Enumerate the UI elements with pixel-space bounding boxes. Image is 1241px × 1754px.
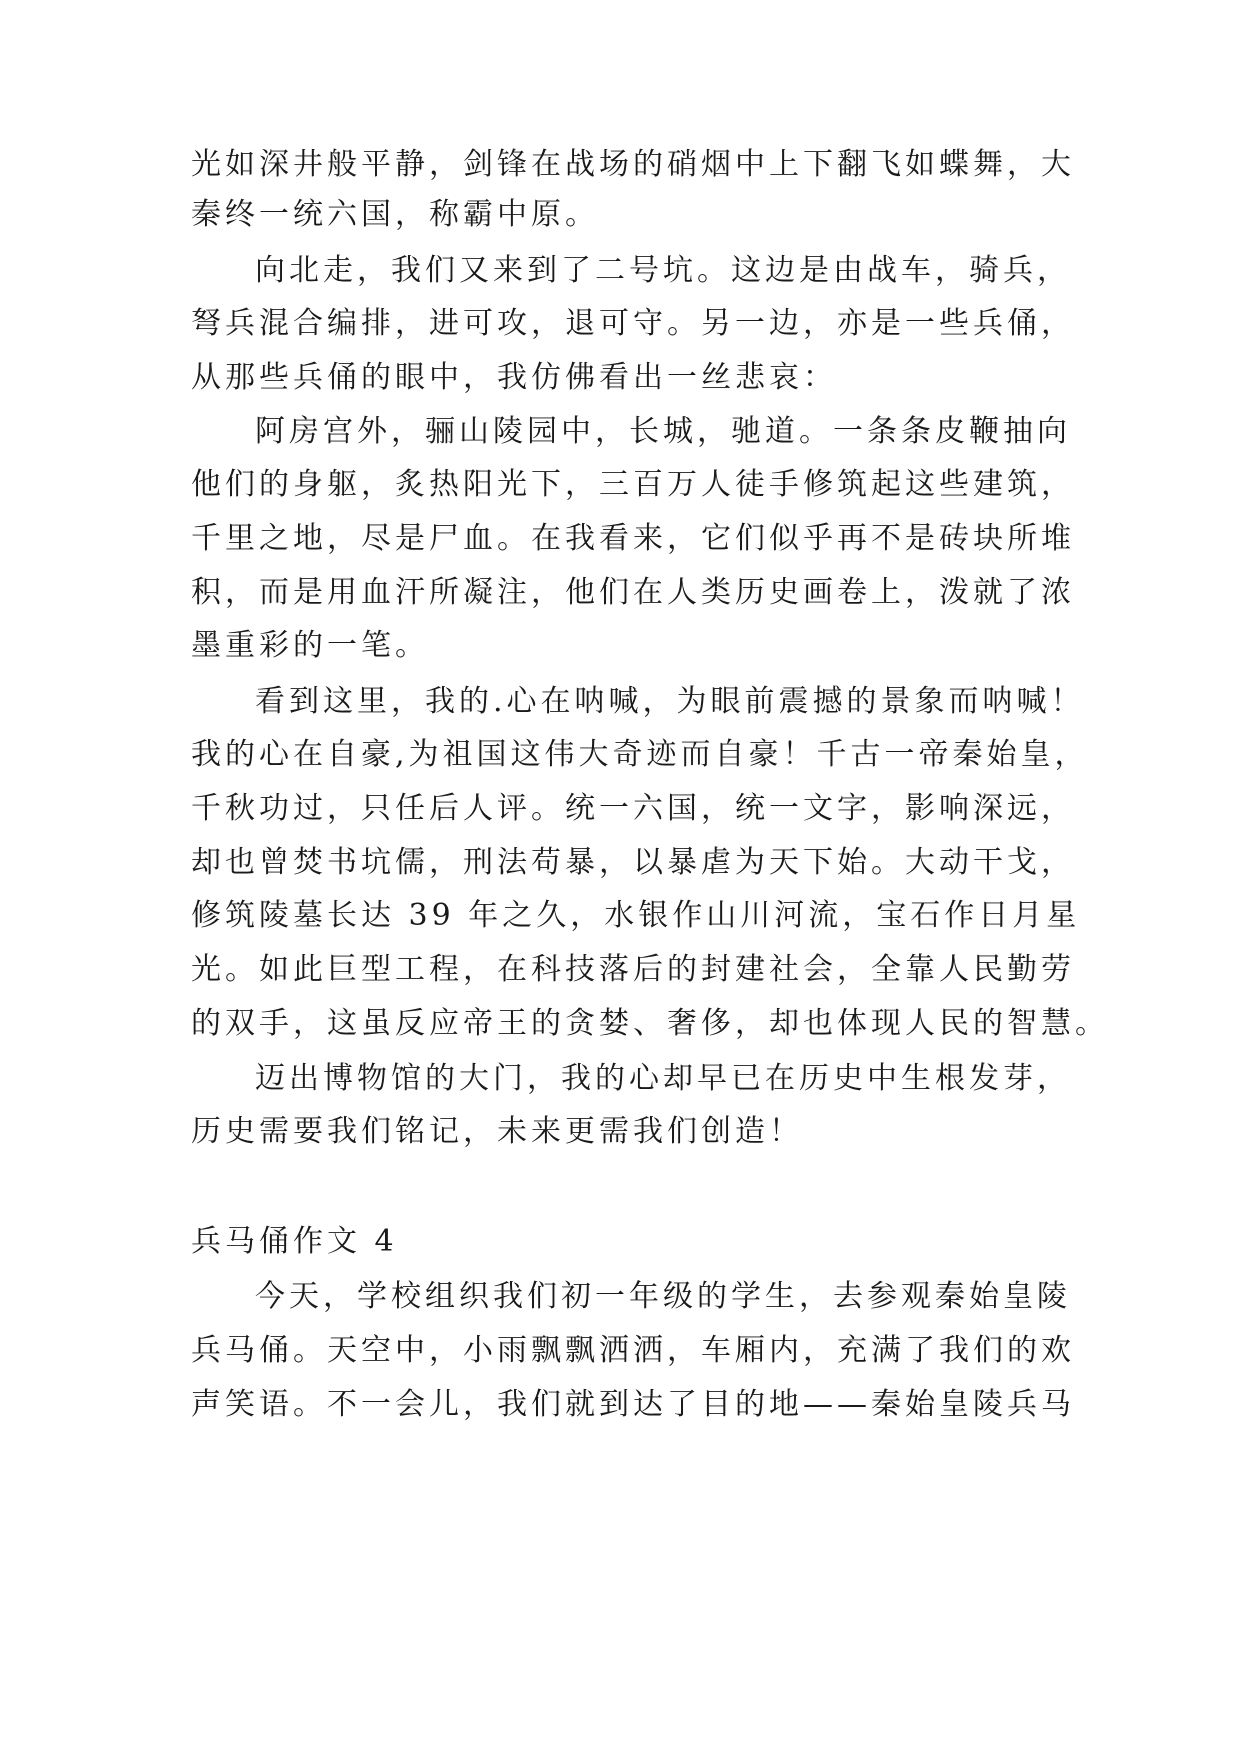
paragraph-line: 我的心在自豪,为祖国这伟大奇迹而自豪！千古一帝秦始皇， bbox=[191, 737, 1089, 772]
paragraph-line: 光如深井般平静，剑锋在战场的硝烟中上下翻飞如蝶舞，大 bbox=[191, 147, 1075, 182]
paragraph-line: 积，而是用血汗所凝注，他们在人类历史画卷上，泼就了浓 bbox=[191, 575, 1075, 610]
paragraph-line: 千秋功过，只任后人评。统一六国，统一文字，影响深远， bbox=[191, 791, 1075, 826]
paragraph-line: 历史需要我们铭记，未来更需我们创造！ bbox=[191, 1114, 803, 1149]
paragraph-line: 光。如此巨型工程，在科技落后的封建社会，全靠人民勤劳 bbox=[191, 952, 1075, 987]
paragraph-line: 今天，学校组织我们初一年级的学生，去参观秦始皇陵 bbox=[255, 1279, 1071, 1314]
paragraph-line: 阿房宫外，骊山陵园中，长城，驰道。一条条皮鞭抽向 bbox=[255, 414, 1071, 449]
paragraph-line: 兵马俑。天空中，小雨飘飘洒洒，车厢内，充满了我们的欢 bbox=[191, 1333, 1075, 1368]
paragraph-line: 向北走，我们又来到了二号坑。这边是由战车，骑兵， bbox=[255, 253, 1071, 288]
paragraph-line: 迈出博物馆的大门，我的心却早已在历史中生根发芽， bbox=[255, 1061, 1071, 1096]
paragraph-line: 修筑陵墓长达 39 年之久，水银作山川河流，宝石作日月星 bbox=[191, 898, 1081, 933]
paragraph-line: 千里之地，尽是尸血。在我看来，它们似乎再不是砖块所堆 bbox=[191, 521, 1075, 556]
paragraph-line: 却也曾焚书坑儒，刑法苟暴，以暴虐为天下始。大动干戈， bbox=[191, 845, 1075, 880]
paragraph-line: 从那些兵俑的眼中，我仿佛看出一丝悲哀： bbox=[191, 360, 837, 395]
paragraph-line: 声笑语。不一会儿，我们就到达了目的地——秦始皇陵兵马 bbox=[191, 1387, 1075, 1422]
paragraph-line: 他们的身躯，炙热阳光下，三百万人徒手修筑起这些建筑， bbox=[191, 467, 1075, 502]
section-heading: 兵马俑作文 4 bbox=[191, 1224, 398, 1259]
paragraph-line: 看到这里，我的.心在呐喊，为眼前震撼的景象而呐喊！ bbox=[255, 684, 1085, 719]
paragraph-line: 弩兵混合编排，进可攻，退可守。另一边，亦是一些兵俑， bbox=[191, 306, 1075, 341]
paragraph-line: 的双手，这虽反应帝王的贪婪、奢侈，却也体现人民的智慧。 bbox=[191, 1006, 1109, 1041]
paragraph-line: 秦终一统六国，称霸中原。 bbox=[191, 197, 599, 232]
paragraph-line: 墨重彩的一笔。 bbox=[191, 628, 429, 663]
